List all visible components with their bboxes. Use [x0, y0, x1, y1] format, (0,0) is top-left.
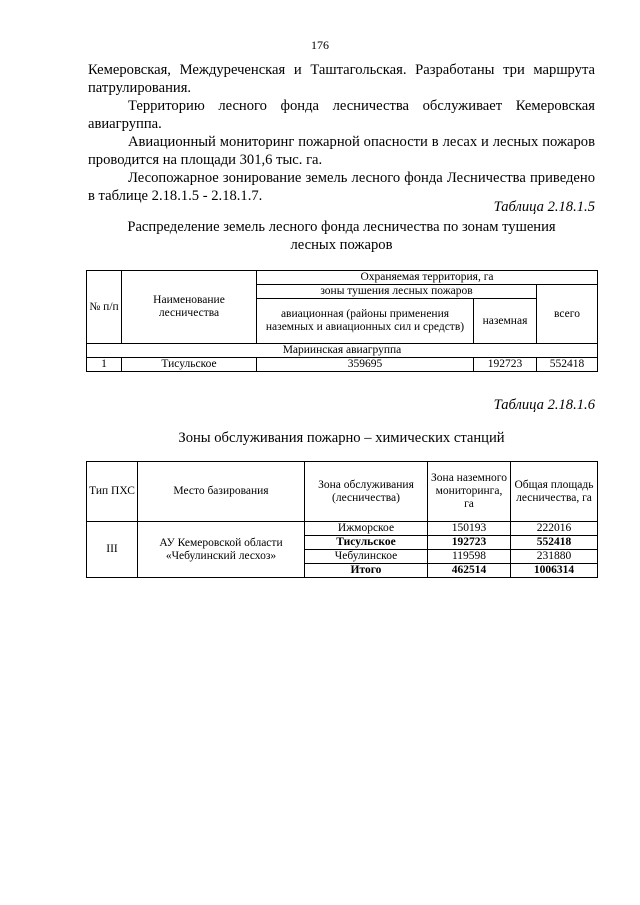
cell-zone: Итого [305, 564, 428, 578]
body-text [88, 61, 595, 205]
cell-monitoring: 150193 [428, 522, 511, 536]
cell-name: Тисульское [122, 358, 257, 372]
cell-area: 231880 [511, 550, 598, 564]
header-place: Место базирования [138, 462, 305, 522]
cell-monitoring: 119598 [428, 550, 511, 564]
header-name: Наименование лесничества [122, 271, 257, 344]
table-title: Зоны обслуживания пожарно – химических станций [178, 430, 505, 446]
paragraph: Территорию лесного фонда лесничества обслуживает Кемеровская авиагруппа. [88, 98, 595, 132]
cell-type: III [87, 522, 138, 578]
forest-zones-table [86, 270, 598, 372]
table-row [87, 522, 598, 536]
cell-monitoring: 462514 [428, 564, 511, 578]
header-type: Тип ПХС [87, 462, 138, 522]
paragraph: Лесопожарное зонирование земель лесного фонда Лесничества приведено в таблице 2.18.1.5 - 2.18.1.7. [88, 170, 595, 204]
header-protected: Охраняемая территория, га [257, 271, 598, 285]
header-total: всего [537, 285, 598, 344]
page-number: 176 [311, 38, 329, 52]
fire-stations-table [86, 461, 598, 578]
cell-num: 1 [87, 358, 122, 372]
header-zone: Зона обслуживания (лесничества) [305, 462, 428, 522]
cell-place: АУ Кемеровской области «Чебулинский лесхоз» [138, 522, 305, 578]
table-caption: Таблица 2.18.1.5 [493, 199, 595, 215]
header-num: № п/п [87, 271, 122, 344]
header-monitoring: Зона наземного мониторинга, га [428, 462, 511, 522]
cell-zone: Тисульское [305, 536, 428, 550]
header-ground: наземная [474, 299, 537, 344]
group-row: Мариинская авиагруппа [87, 344, 598, 358]
cell-total: 552418 [537, 358, 598, 372]
cell-area: 552418 [511, 536, 598, 550]
table-row [87, 358, 598, 372]
cell-area: 1006314 [511, 564, 598, 578]
header-zones: зоны тушения лесных пожаров [257, 285, 537, 299]
cell-monitoring: 192723 [428, 536, 511, 550]
cell-zone: Ижморское [305, 522, 428, 536]
header-area: Общая площадь лесничества, га [511, 462, 598, 522]
cell-aviation: 359695 [257, 358, 474, 372]
paragraph: Кемеровская, Междуреченская и Таштагольская. Разработаны три маршрута патрулирования. [88, 62, 595, 96]
cell-ground: 192723 [474, 358, 537, 372]
table-title: Распределение земель лесного фонда лесничества по зонам тушения лесных пожаров [127, 219, 556, 253]
table-caption: Таблица 2.18.1.6 [493, 397, 595, 413]
header-aviation: авиационная (районы применения наземных и авиационных сил и средств) [257, 299, 474, 344]
paragraph: Авиационный мониторинг пожарной опасности в лесах и лесных пожаров проводится на площади 301,6 тыс. га. [88, 134, 595, 168]
cell-area: 222016 [511, 522, 598, 536]
cell-zone: Чебулинское [305, 550, 428, 564]
